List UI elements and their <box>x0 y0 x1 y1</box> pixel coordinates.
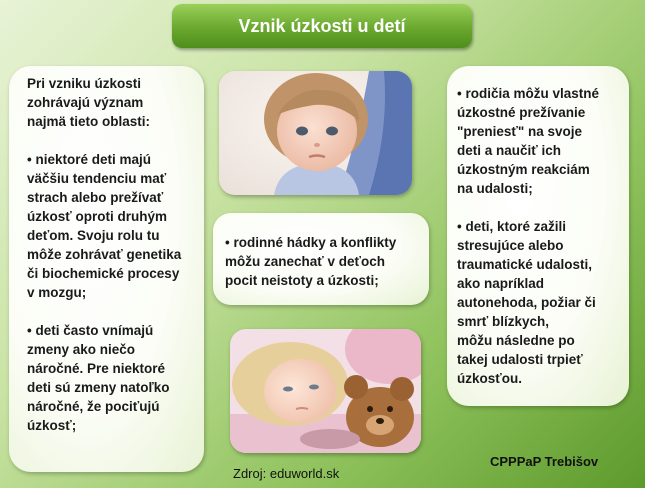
source-credit: Zdroj: eduworld.sk <box>233 466 340 481</box>
middle-bullet-conflicts: • rodinné hádky a konflikty môžu zanechať v deťoch pocit neistoty a úzkosti; <box>225 235 397 288</box>
left-info-box <box>9 66 204 472</box>
left-bullet-changes: • deti často vnímajú zmeny ako niečo náročné. Pre niektoré deti sú zmeny natoľko náročné, že pociťujú úzkosť; <box>27 323 170 433</box>
left-bullet-genetics: • niektoré deti majú väčšiu tendenciu mať strach alebo prežívať úzkosť oproti druhým deťom. Svoju rolu tu môže zohrávať genetika či biochemické procesy v mozgu; <box>27 152 182 300</box>
organization-name: CPPPaP Trebišov <box>490 454 599 469</box>
right-info-box <box>447 66 629 406</box>
page-title: Vznik úzkosti u detí <box>172 4 472 48</box>
right-bullet-trauma: • deti, ktoré zažili stresujúce alebo traumatické udalosti, ako napríklad autonehoda, požiar či smrť blízkych, môžu následne po takej udalosti trpieť úzkosťou. <box>457 219 596 386</box>
child-with-teddy-photo <box>230 329 421 453</box>
right-bullet-parents: • rodičia môžu vlastné úzkostné prežívanie "preniesť" na svoje deti a naučiť ich úzkostným reakciám na udalosti; <box>457 86 600 196</box>
child-hugging-photo <box>219 71 412 195</box>
middle-info-box <box>213 213 429 305</box>
left-intro-text: Pri vzniku úzkosti zohrávajú význam najmä tieto oblasti: <box>27 76 151 129</box>
